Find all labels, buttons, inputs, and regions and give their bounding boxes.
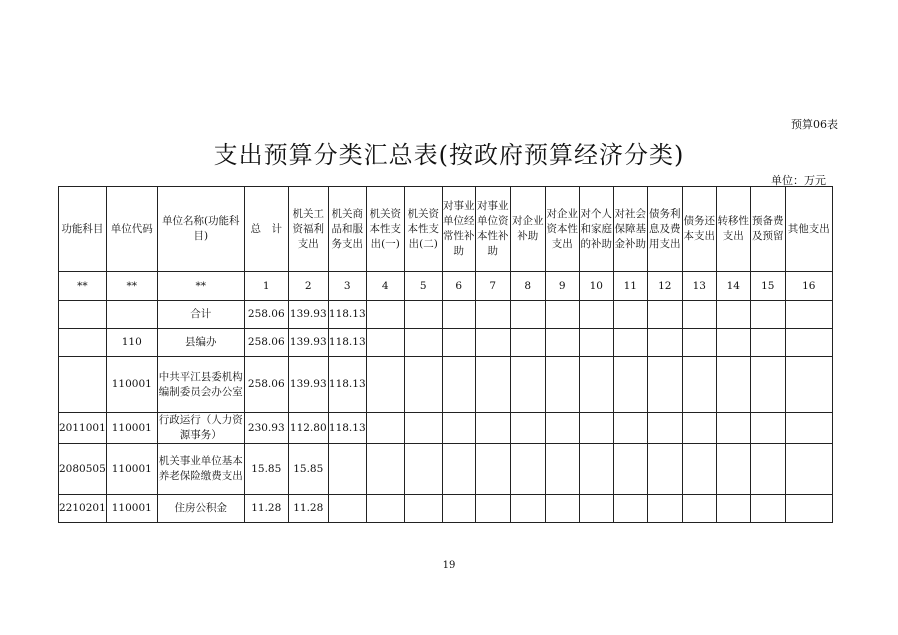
func-code-cell: 2011001 [59, 413, 107, 444]
index-cell: 6 [442, 272, 475, 301]
empty-cell [475, 444, 510, 495]
form-number: 预算06表 [791, 118, 838, 131]
header-cell: 预备费及预留 [750, 187, 785, 272]
salary-cell: 15.85 [288, 444, 328, 495]
empty-cell [475, 413, 510, 444]
unit-code-cell: 110001 [106, 357, 157, 413]
empty-cell [682, 413, 716, 444]
table-row [59, 413, 833, 444]
func-code-cell [59, 301, 107, 329]
empty-cell [510, 301, 545, 329]
goods-services-cell: 118.13 [328, 413, 366, 444]
empty-cell [613, 495, 647, 523]
index-cell: ** [59, 272, 107, 301]
index-cell: 4 [366, 272, 404, 301]
empty-cell [750, 444, 785, 495]
empty-cell [647, 495, 682, 523]
empty-cell [545, 301, 579, 329]
index-cell: 15 [750, 272, 785, 301]
goods-services-cell: 118.13 [328, 301, 366, 329]
empty-cell [716, 329, 750, 357]
empty-cell [404, 444, 442, 495]
empty-cell [404, 357, 442, 413]
empty-cell [442, 413, 475, 444]
unit-name-cell: 机关事业单位基本养老保险缴费支出 [157, 444, 244, 495]
header-cell: 对社会保障基金补助 [613, 187, 647, 272]
func-code-cell [59, 357, 107, 413]
goods-services-cell: 118.13 [328, 329, 366, 357]
index-cell: ** [106, 272, 157, 301]
table-row [59, 329, 833, 357]
budget-table [58, 186, 833, 523]
header-cell: 机关商品和服务支出 [328, 187, 366, 272]
header-cell: 机关资本性支出(一) [366, 187, 404, 272]
empty-cell [647, 357, 682, 413]
header-cell: 单位名称(功能科目) [157, 187, 244, 272]
index-cell: 11 [613, 272, 647, 301]
empty-cell [647, 329, 682, 357]
goods-services-cell [328, 444, 366, 495]
empty-cell [442, 444, 475, 495]
total-cell: 11.28 [244, 495, 288, 523]
total-cell: 15.85 [244, 444, 288, 495]
empty-cell [510, 495, 545, 523]
table-row [59, 495, 833, 523]
func-code-cell [59, 329, 107, 357]
empty-cell [579, 301, 613, 329]
table-header-row [59, 187, 833, 272]
empty-cell [613, 444, 647, 495]
header-cell: 对企业补助 [510, 187, 545, 272]
empty-cell [366, 329, 404, 357]
index-cell: 14 [716, 272, 750, 301]
header-cell: 机关工资福利支出 [288, 187, 328, 272]
salary-cell: 139.93 [288, 329, 328, 357]
empty-cell [579, 444, 613, 495]
index-cell: 5 [404, 272, 442, 301]
empty-cell [750, 495, 785, 523]
empty-cell [647, 444, 682, 495]
unit-label: 单位：万元 [771, 174, 826, 187]
index-cell: ** [157, 272, 244, 301]
empty-cell [510, 357, 545, 413]
func-code-cell: 2080505 [59, 444, 107, 495]
empty-cell [647, 301, 682, 329]
goods-services-cell [328, 495, 366, 523]
header-cell: 单位代码 [106, 187, 157, 272]
empty-cell [545, 329, 579, 357]
index-cell: 16 [785, 272, 832, 301]
empty-cell [750, 329, 785, 357]
empty-cell [716, 301, 750, 329]
index-cell: 1 [244, 272, 288, 301]
empty-cell [442, 495, 475, 523]
empty-cell [366, 301, 404, 329]
header-cell: 债务还本支出 [682, 187, 716, 272]
unit-name-cell: 中共平江县委机构编制委员会办公室 [157, 357, 244, 413]
unit-code-cell: 110 [106, 329, 157, 357]
empty-cell [579, 329, 613, 357]
empty-cell [404, 413, 442, 444]
header-cell: 对事业单位经常性补助 [442, 187, 475, 272]
unit-name-cell: 住房公积金 [157, 495, 244, 523]
total-cell: 258.06 [244, 329, 288, 357]
total-cell: 258.06 [244, 357, 288, 413]
empty-cell [716, 357, 750, 413]
table-row [59, 301, 833, 329]
empty-cell [366, 413, 404, 444]
index-row [59, 272, 833, 301]
index-cell: 8 [510, 272, 545, 301]
func-code-cell: 2210201 [59, 495, 107, 523]
empty-cell [682, 329, 716, 357]
empty-cell [579, 495, 613, 523]
index-cell: 12 [647, 272, 682, 301]
empty-cell [510, 444, 545, 495]
empty-cell [682, 301, 716, 329]
page-number: 19 [442, 560, 456, 571]
empty-cell [682, 357, 716, 413]
empty-cell [785, 495, 832, 523]
empty-cell [647, 413, 682, 444]
salary-cell: 139.93 [288, 301, 328, 329]
empty-cell [366, 444, 404, 495]
empty-cell [475, 357, 510, 413]
empty-cell [404, 329, 442, 357]
empty-cell [750, 413, 785, 444]
empty-cell [366, 357, 404, 413]
empty-cell [545, 444, 579, 495]
table-row [59, 357, 833, 413]
unit-code-cell: 110001 [106, 495, 157, 523]
unit-code-cell: 110001 [106, 413, 157, 444]
unit-code-cell: 110001 [106, 444, 157, 495]
empty-cell [613, 329, 647, 357]
table-row [59, 444, 833, 495]
empty-cell [404, 495, 442, 523]
header-cell: 其他支出 [785, 187, 832, 272]
empty-cell [442, 301, 475, 329]
empty-cell [750, 301, 785, 329]
empty-cell [579, 413, 613, 444]
unit-code-cell [106, 301, 157, 329]
total-cell: 258.06 [244, 301, 288, 329]
empty-cell [613, 301, 647, 329]
empty-cell [785, 444, 832, 495]
empty-cell [366, 495, 404, 523]
empty-cell [404, 301, 442, 329]
empty-cell [475, 495, 510, 523]
empty-cell [510, 329, 545, 357]
goods-services-cell: 118.13 [328, 357, 366, 413]
header-cell: 对事业单位资本性补助 [475, 187, 510, 272]
empty-cell [442, 329, 475, 357]
header-cell: 总 计 [244, 187, 288, 272]
empty-cell [716, 495, 750, 523]
header-cell: 债务利息及费用支出 [647, 187, 682, 272]
salary-cell: 139.93 [288, 357, 328, 413]
salary-cell: 112.80 [288, 413, 328, 444]
empty-cell [785, 357, 832, 413]
empty-cell [545, 357, 579, 413]
index-cell: 9 [545, 272, 579, 301]
empty-cell [682, 495, 716, 523]
unit-name-cell: 合计 [157, 301, 244, 329]
empty-cell [545, 413, 579, 444]
header-cell: 功能科目 [59, 187, 107, 272]
unit-name-cell: 行政运行（人力资源事务） [157, 413, 244, 444]
unit-name-cell: 县编办 [157, 329, 244, 357]
empty-cell [750, 357, 785, 413]
empty-cell [716, 413, 750, 444]
header-cell: 转移性支出 [716, 187, 750, 272]
empty-cell [785, 413, 832, 444]
empty-cell [613, 357, 647, 413]
index-cell: 10 [579, 272, 613, 301]
header-cell: 对企业资本性支出 [545, 187, 579, 272]
empty-cell [785, 301, 832, 329]
empty-cell [475, 301, 510, 329]
total-cell: 230.93 [244, 413, 288, 444]
index-cell: 3 [328, 272, 366, 301]
empty-cell [510, 413, 545, 444]
empty-cell [716, 444, 750, 495]
index-cell: 2 [288, 272, 328, 301]
header-cell: 机关资本性支出(二) [404, 187, 442, 272]
salary-cell: 11.28 [288, 495, 328, 523]
header-cell: 对个人和家庭的补助 [579, 187, 613, 272]
index-cell: 13 [682, 272, 716, 301]
empty-cell [579, 357, 613, 413]
empty-cell [442, 357, 475, 413]
empty-cell [613, 413, 647, 444]
empty-cell [785, 329, 832, 357]
page-title: 支出预算分类汇总表(按政府预算经济分类) [213, 141, 685, 169]
empty-cell [545, 495, 579, 523]
index-cell: 7 [475, 272, 510, 301]
empty-cell [682, 444, 716, 495]
empty-cell [475, 329, 510, 357]
